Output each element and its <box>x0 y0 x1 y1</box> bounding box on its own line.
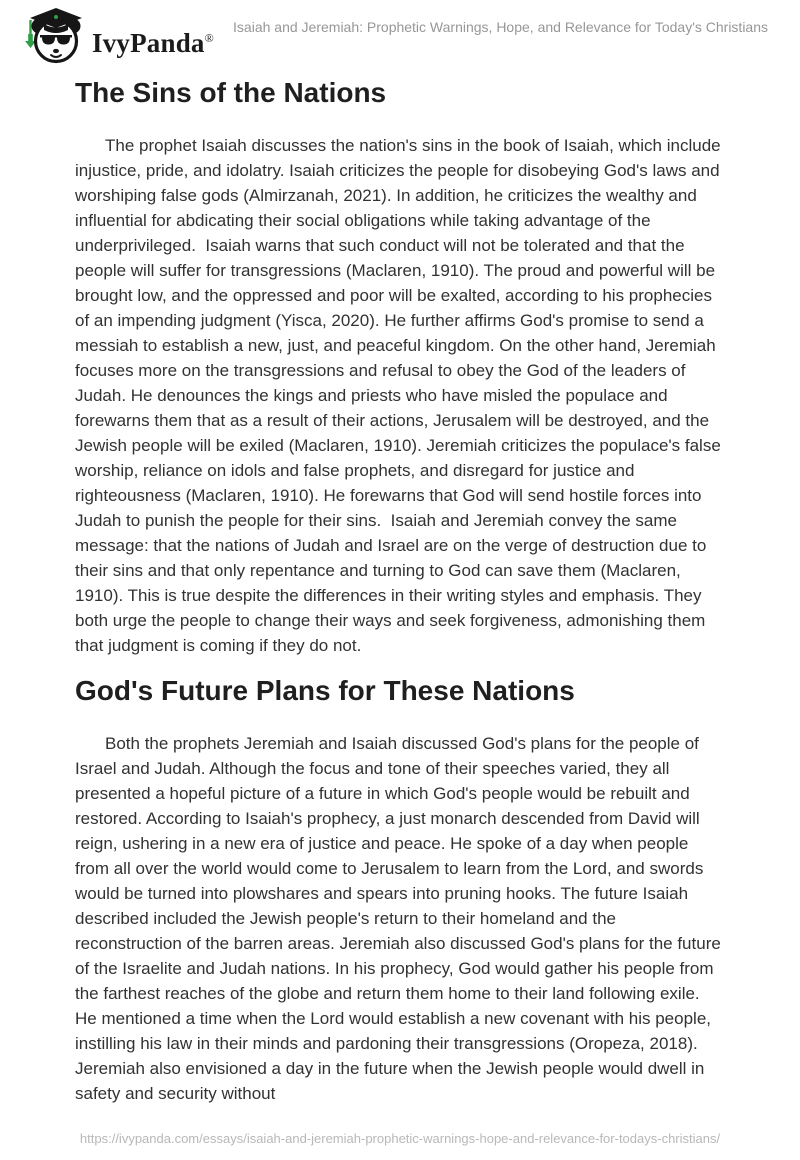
source-url-link[interactable]: https://ivypanda.com/essays/isaiah-and-jeremiah-prophetic-warnings-hope-and-relevance-for-todays-christians/ <box>79 1131 721 1146</box>
essay-section-sins-of-the-nations <box>75 78 725 658</box>
logo-wordmark-text: IvyPanda <box>92 27 205 58</box>
registered-trademark-symbol: ® <box>204 30 214 45</box>
essay-body <box>75 78 725 1106</box>
section-paragraph: The prophet Isaiah discusses the nation's sins in the book of Isaiah, which include injustice, pride, and idolatry. Isaiah criticizes the people for disobeying God's laws and worshiping false gods (Almirzanah, 2021). In addition, he criticizes the wealthy and influential for abdicating their social obligations while taking advantage of the underprivileged. Isaiah warns that such conduct will not be tolerated and that the people will suffer for transgressions (Maclaren, 1910). The proud and powerful will be brought low, and the oppressed and poor will be exalted, according to his prophecies of an impending judgment (Yisca, 2020). He further affirms God's promise to send a messiah to establish a new, just, and peaceful kingdom. On the other hand, Jeremiah focuses more on the transgressions and refusal to obey the God of the leaders of Judah. He denounces the kings and priests who have misled the populace and forewarns them that as a result of their actions, Jerusalem will be destroyed, and the Jewish people will be exiled (Maclaren, 1910). Jeremiah criticizes the populace's false worship, reliance on idols and false prophets, and disregard for justice and righteousness (Maclaren, 1910). He forewarns that God will send hostile forces into Judah to punish the people for their sins. Isaiah and Jeremiah convey the same message: that the nations of Judah and Israel are on the verge of destruction due to their sins and that only repentance and turning to God can save them (Maclaren, 1910). This is true despite the differences in their writing styles and emphasis. They both urge the people to change their ways and seek forgiveness, admonishing them that judgment is coming if they do not. <box>75 135 726 655</box>
essay-section-gods-future-plans <box>75 676 725 1106</box>
section-heading: The Sins of the Nations <box>75 77 387 108</box>
section-heading: God's Future Plans for These Nations <box>75 674 575 706</box>
logo-wordmark <box>92 16 214 57</box>
section-paragraph: Both the prophets Jeremiah and Isaiah discussed God's plans for the people of Israel and Judah. Although the focus and tone of their speeches varied, they all presented a hopeful picture of a future in which God's people would be rebuilt and restored. According to Isaiah's prophecy, a just monarch descended from David will reign, ushering in a new era of justice and peace. He spoke of a day when people from all over the world would come to Jerusalem to learn from the Lord, and swords would be turned into plowshares and spears into pruning hooks. The future Isaiah described included the Jewish people's return to their homeland and the reconstruction of the barren areas. Jeremiah also discussed God's plans for the future of the Israelite and Judah nations. In his prophecy, God would gather his people from the farthest reaches of the globe and return them home to their land following exile. He mentioned a time when the Lord would establish a new covenant with his people, instilling his law in their minds and pardoning their transgressions (Oropeza, 2018). Jeremiah also envisioned a day in the future when the Jewish people would dwell in safety and security without <box>75 733 726 1103</box>
ivypanda-logo <box>14 8 214 64</box>
page-footer <box>0 1130 800 1148</box>
page-header <box>0 0 800 64</box>
document-title: Isaiah and Jeremiah: Prophetic Warnings, Hope, and Relevance for Today's Christians <box>233 19 768 35</box>
panda-graduate-icon <box>14 8 86 64</box>
